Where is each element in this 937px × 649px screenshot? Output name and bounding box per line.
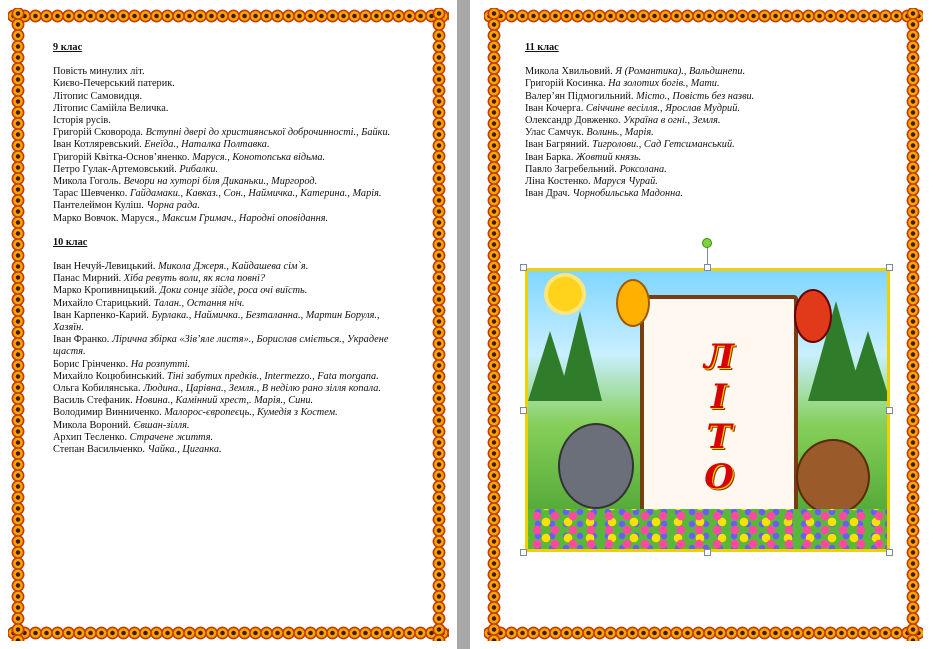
works-text: Свіччине весілля., Ярослав Мудрий. — [585, 102, 740, 114]
works-text: На золотих богів., Мати. — [608, 78, 720, 90]
works-text: Енеїда., Наталка Полтавка. — [144, 139, 270, 151]
author-text: Архип Тесленко. — [53, 431, 128, 443]
rotate-handle[interactable] — [702, 238, 712, 248]
resize-handle-se[interactable] — [886, 549, 893, 556]
works-text: Бурлака., Наймичка., Безталанна., Мартин Боруля., Хазяїн. — [53, 309, 380, 334]
works-text: Маруся Чурай. — [593, 176, 658, 188]
author-text: Марко Кропивницький. — [53, 285, 157, 297]
author-text: Михайло Старицький. — [53, 297, 152, 309]
author-text: Пантелеймон Куліш. — [53, 200, 144, 212]
list-item — [525, 127, 855, 139]
list-item — [53, 164, 393, 176]
list-item — [525, 115, 855, 127]
works-text: Новина., Камінний хрест,. Марія., Сини. — [135, 395, 314, 407]
author-text: Іван Франко. — [53, 334, 110, 346]
list-item — [53, 66, 393, 78]
summer-picture[interactable] — [525, 268, 890, 552]
sign-letter: І — [711, 377, 727, 417]
author-text: Василь Стефаник. — [53, 395, 133, 407]
works-text: Чорна рада. — [146, 200, 200, 212]
resize-handle-w[interactable] — [520, 407, 527, 414]
author-text: Марко Вовчок. Маруся., — [53, 212, 160, 224]
author-text: Іван Багряний. — [525, 139, 590, 151]
list-item — [53, 383, 393, 395]
list-item — [53, 115, 393, 127]
hedgehog-icon — [796, 439, 870, 515]
list-item — [53, 176, 393, 188]
author-text: Улас Самчук. — [525, 127, 584, 139]
author-text: Літопис Самовидця. — [53, 90, 143, 102]
tree-icon — [558, 311, 602, 401]
flowers-border — [528, 509, 887, 549]
works-text: Микола Джеря., Кайдашева сім`я. — [158, 261, 309, 273]
list-item — [53, 200, 393, 212]
decorative-border-bottom — [8, 625, 449, 641]
list-item — [53, 91, 393, 103]
author-text: Ліна Костенко. — [525, 176, 591, 188]
list-item — [525, 152, 855, 164]
author-text: Повість минулих літ. — [53, 66, 145, 78]
works-text: Максим Гримач., Народні оповідання. — [161, 212, 329, 224]
grade-11-list — [525, 66, 855, 200]
works-text: Тіні забутих предків., Intermezzo., Fata morgana. — [167, 370, 379, 382]
author-text: Григорій Сковорода. — [53, 127, 143, 139]
works-text: Лірична збірка «Зів’яле листя»., Борислав сміється., Украдене щастя. — [53, 334, 389, 358]
list-item — [525, 66, 855, 78]
decorative-border-left — [486, 8, 502, 641]
works-text: На розпутті. — [130, 358, 191, 370]
list-item — [525, 164, 855, 176]
list-item — [53, 395, 393, 407]
works-text: Чайка., Циганка. — [147, 444, 222, 456]
list-item — [53, 78, 393, 90]
list-item — [53, 213, 393, 225]
grade-9-list — [53, 66, 393, 225]
author-text: Панас Мирний. — [53, 273, 122, 285]
resize-handle-e[interactable] — [886, 407, 893, 414]
left-page — [0, 0, 457, 649]
author-text: Григорій Квітка-Основ’яненко. — [53, 151, 190, 163]
list-item — [525, 176, 855, 188]
works-text: Євшан-зілля. — [133, 419, 190, 431]
author-text: Микола Хвильовий. — [525, 66, 613, 78]
works-text: Доки сонце зійде, роса очі виїсть. — [159, 285, 308, 297]
author-text: Борис Грінченко. — [53, 358, 129, 370]
list-item — [53, 371, 393, 383]
list-item — [525, 139, 855, 151]
author-text: Петро Гулак-Артемовський. — [53, 163, 177, 175]
decorative-border-top — [8, 8, 449, 24]
author-text: Олександр Довженко. — [525, 115, 621, 127]
author-text: Павло Загребельний. — [525, 163, 617, 175]
author-text: Києво-Печерський патерик. — [53, 78, 175, 90]
decorative-border-left — [10, 8, 26, 641]
list-item — [53, 432, 393, 444]
list-item — [53, 444, 393, 456]
resize-handle-n[interactable] — [704, 264, 711, 271]
author-text: Іван Карпенко-Карий. — [53, 309, 149, 321]
author-text: Микола Гоголь. — [53, 176, 122, 188]
grade-9-heading: 9 клас — [53, 42, 83, 53]
sign-letter: Т — [706, 417, 732, 457]
easel-sign — [640, 295, 798, 525]
author-text: Ольга Кобилянська. — [53, 383, 141, 395]
author-text: Іван Кочерга. — [525, 102, 584, 114]
works-text: Страчене життя. — [129, 431, 214, 443]
bee-icon — [616, 279, 650, 327]
list-item — [53, 298, 393, 310]
decorative-border-bottom — [484, 625, 923, 641]
list-item — [53, 334, 393, 358]
list-item — [53, 359, 393, 371]
author-text: Іван Драч. — [525, 188, 570, 200]
list-item — [525, 188, 855, 200]
list-item — [525, 103, 855, 115]
list-item — [53, 273, 393, 285]
works-text: Я (Романтика)., Вальдшнепи. — [615, 66, 746, 78]
works-text: Місто., Повість без назви. — [636, 90, 755, 102]
works-text: Вечори на хуторі біля Диканьки., Миргород. — [123, 176, 318, 188]
works-text: Тигролови., Сад Гетсиманський. — [592, 139, 735, 151]
works-text: Малорос-європеєць., Кумедія з Костем. — [164, 407, 338, 419]
raccoon-icon — [558, 423, 634, 509]
grade-10-list — [53, 261, 393, 456]
resize-handle-sw[interactable] — [520, 549, 527, 556]
list-item — [53, 139, 393, 151]
sign-letters — [644, 337, 794, 497]
left-page-text — [53, 42, 393, 456]
works-text: Людина., Царівна., Земля., В неділю рано зілля копала. — [143, 383, 381, 395]
grade-11-heading: 11 клас — [525, 42, 559, 53]
works-text: Гайдамаки., Кавказ., Сон., Наймичка., Катерина., Марія. — [129, 188, 382, 200]
right-page-text — [525, 42, 855, 200]
author-text: Григорій Косинка. — [525, 78, 606, 90]
author-text: Іван Нечуй-Левицький. — [53, 261, 156, 273]
decorative-border-right — [905, 8, 921, 641]
author-text: Тарас Шевченко. — [53, 188, 128, 200]
works-text: Вступні двері до християнської доброчинності., Байки. — [145, 127, 391, 139]
list-item — [53, 103, 393, 115]
ladybug-icon — [794, 289, 832, 343]
sign-letter: О — [704, 457, 734, 497]
works-text: Жовтий князь. — [576, 151, 642, 163]
works-text: Хіба ревуть воли, як ясла повні? — [123, 273, 266, 285]
works-text: Маруся., Конотопська відьма. — [192, 151, 326, 163]
list-item — [53, 261, 393, 273]
grade-10-heading: 10 клас — [53, 236, 88, 248]
sign-letter: Л — [703, 337, 735, 377]
resize-handle-nw[interactable] — [520, 264, 527, 271]
list-item — [53, 152, 393, 164]
author-text: Микола Вороний. — [53, 419, 131, 431]
resize-handle-s[interactable] — [704, 549, 711, 556]
author-text: Михайло Коцюбинський. — [53, 370, 165, 382]
works-text: Україна в огні., Земля. — [623, 115, 721, 127]
list-item — [525, 78, 855, 90]
works-text: Рибалки. — [179, 163, 219, 175]
sun-icon — [548, 277, 582, 311]
list-item — [53, 188, 393, 200]
works-text: Волинь., Марія. — [586, 127, 654, 139]
list-item — [525, 91, 855, 103]
list-item — [53, 407, 393, 419]
author-text: Літопис Самійла Величка. — [53, 102, 169, 114]
decorative-border-right — [431, 8, 447, 641]
author-text: Володимир Винниченко. — [53, 407, 162, 419]
resize-handle-ne[interactable] — [886, 264, 893, 271]
list-item — [53, 420, 393, 432]
works-text: Роксолана. — [619, 163, 667, 175]
author-text: Валер’ян Підмогильний. — [525, 90, 634, 102]
list-item — [53, 127, 393, 139]
works-text: Чорнобильська Мадонна. — [572, 188, 683, 200]
author-text: Історія русів. — [53, 115, 111, 127]
list-item — [53, 285, 393, 297]
decorative-border-top — [484, 8, 923, 24]
author-text: Іван Котляревський. — [53, 139, 142, 151]
author-text: Іван Барка. — [525, 151, 574, 163]
works-text: Талан., Остання ніч. — [153, 297, 245, 309]
tree-icon — [846, 331, 890, 401]
author-text: Степан Васильченко. — [53, 444, 145, 456]
list-item — [53, 310, 393, 334]
